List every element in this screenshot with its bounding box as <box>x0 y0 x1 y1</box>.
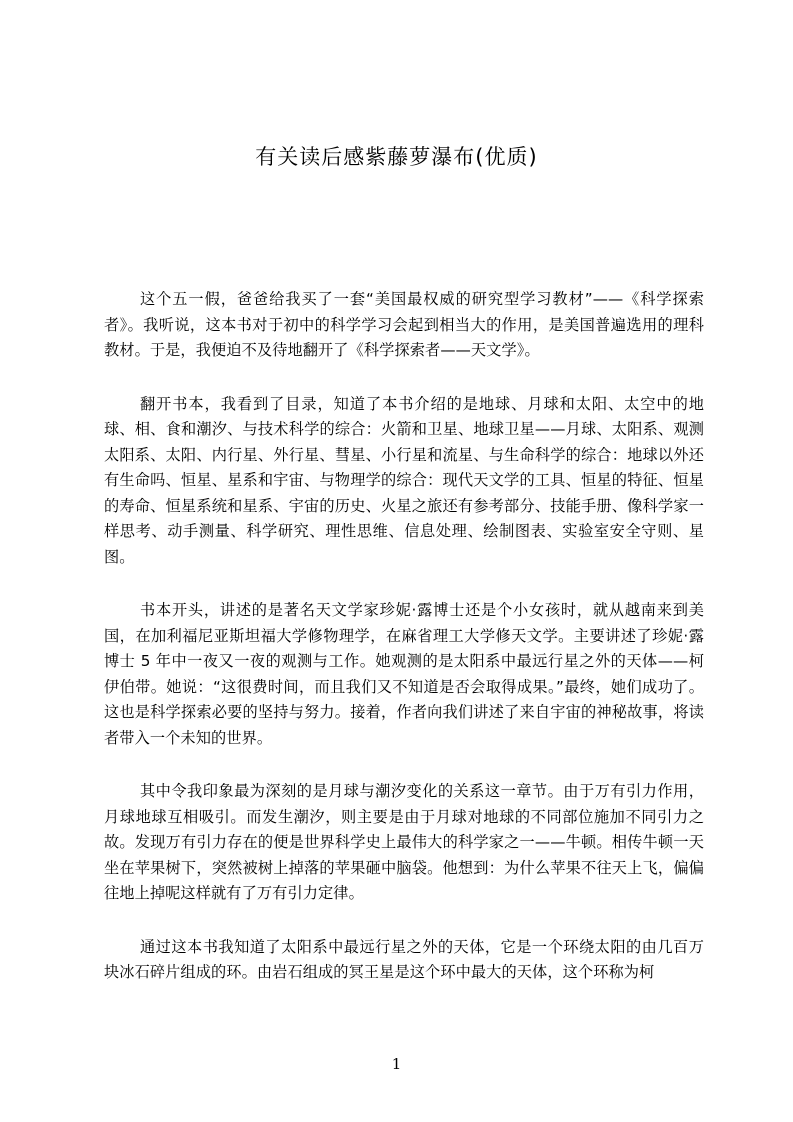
paragraph: 通过这本书我知道了太阳系中最远行星之外的天体，它是一个环绕太阳的由几百万块冰石碎片组成的环。由岩石组成的冥王星是这个环中最大的天体，这个环称为柯 <box>104 937 704 981</box>
paragraph: 这个五一假，爸爸给我买了一套“美国最权威的研究型学习教材”——《科学探索者》。我听说，这本书对于初中的科学学习会起到相当大的作用，是美国普遍选用的理科教材。于是，我便迫不及待地翻开了《科学探索者——天文学》。 <box>104 290 704 359</box>
paragraph: 书本开头，讲述的是著名天文学家珍妮·露博士还是个小女孩时，就从越南来到美国，在加利福尼亚斯坦福大学修物理学，在麻省理工大学修天文学。主要讲述了珍妮·露博士 5 年中一夜又一夜的观测与工作。她观测的是太阳系中最远行星之外的天体——柯伊伯带。她说：“这很费时间，而且我们又不知道是否会取得成果。”最终，她们成功了。这也是科学探索必要的坚持与努力。接着，作者向我们讲述了来自宇宙的神秘故事，将读者带入一个未知的世界。 <box>104 601 704 747</box>
document-body <box>104 287 704 1014</box>
paragraph: 翻开书本，我看到了目录，知道了本书介绍的是地球、月球和太阳、太空中的地球、相、食和潮汐、与技术科学的综合：火箭和卫星、地球卫星——月球、太阳系、观测太阳系、太阳、内行星、外行星、彗星、小行星和流星、与生命科学的综合：地球以外还有生命吗、恒星、星系和宇宙、与物理学的综合：现代天文学的工具、恒星的特征、恒星的寿命、恒星系统和星系、宇宙的历史、火星之旅还有参考部分、技能手册、像科学家一样思考、动手测量、科学研究、理性思维、信息处理、绘制图表、实验室安全守则、星图。 <box>104 394 704 566</box>
document-title: 有关读后感紫藤萝瀑布(优质) <box>255 145 538 169</box>
page-number: 1 <box>391 1055 402 1073</box>
paragraph: 其中令我印象最为深刻的是月球与潮汐变化的关系这一章节。由于万有引力作用，月球地球互相吸引。而发生潮汐，则主要是由于月球对地球的不同部位施加不同引力之故。发现万有引力存在的便是世界科学史上最伟大的科学家之一——牛顿。相传牛顿一天坐在苹果树下，突然被树上掉落的苹果砸中脑袋。他想到：为什么苹果不往天上飞，偏偏往地上掉呢这样就有了万有引力定律。 <box>104 782 704 902</box>
